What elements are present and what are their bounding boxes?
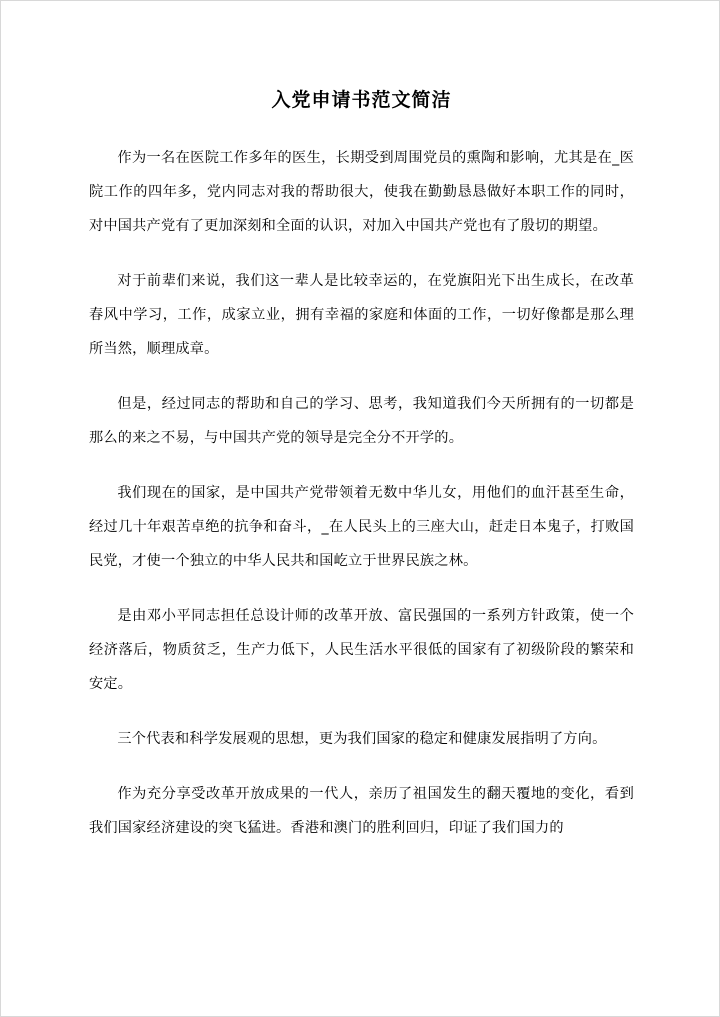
paragraph: 作为充分享受改革开放成果的一代人，亲历了祖国发生的翻天覆地的变化，看到我们国家经济建设的突飞猛进。香港和澳门的胜利回归，印证了我们国力的 xyxy=(89,786,634,836)
paragraph: 我们现在的国家，是中国共产党带领着无数中华儿女，用他们的血汗甚至生命，经过几十年艰苦卓绝的抗争和奋斗，_在人民头上的三座大山，赶走日本鬼子，打败国民党，才使一个独立的中华人民共和国屹立于世界民族之林。 xyxy=(89,485,634,569)
paragraph: 是由邓小平同志担任总设计师的改革开放、富民强国的一系列方针政策，使一个经济落后，物质贫乏，生产力低下，人民生活水平很低的国家有了初级阶段的繁荣和安定。 xyxy=(89,608,634,692)
paragraph: 作为一名在医院工作多年的医生，长期受到周围党员的熏陶和影响，尤其是在_医院工作的四年多，党内同志对我的帮助很大，使我在勤勤恳恳做好本职工作的同时，对中国共产党有了更加深刻和全面的认识，对加入中国共产党也有了殷切的期望。 xyxy=(89,150,634,234)
page-title: 入党申请书范文简洁 xyxy=(271,89,452,111)
paragraph: 但是，经过同志的帮助和自己的学习、思考，我知道我们今天所拥有的一切都是那么的来之不易，与中国共产党的领导是完全分不开学的。 xyxy=(89,396,634,446)
paragraph-list xyxy=(89,141,634,845)
document-body xyxy=(89,1,634,845)
paragraph: 对于前辈们来说，我们这一辈人是比较幸运的，在党旗阳光下出生成长，在改革春风中学习，工作，成家立业，拥有幸福的家庭和体面的工作，一切好像都是那么理所当然，顺理成章。 xyxy=(89,273,634,357)
paragraph: 三个代表和科学发展观的思想，更为我们国家的稳定和健康发展指明了方向。 xyxy=(117,731,607,747)
